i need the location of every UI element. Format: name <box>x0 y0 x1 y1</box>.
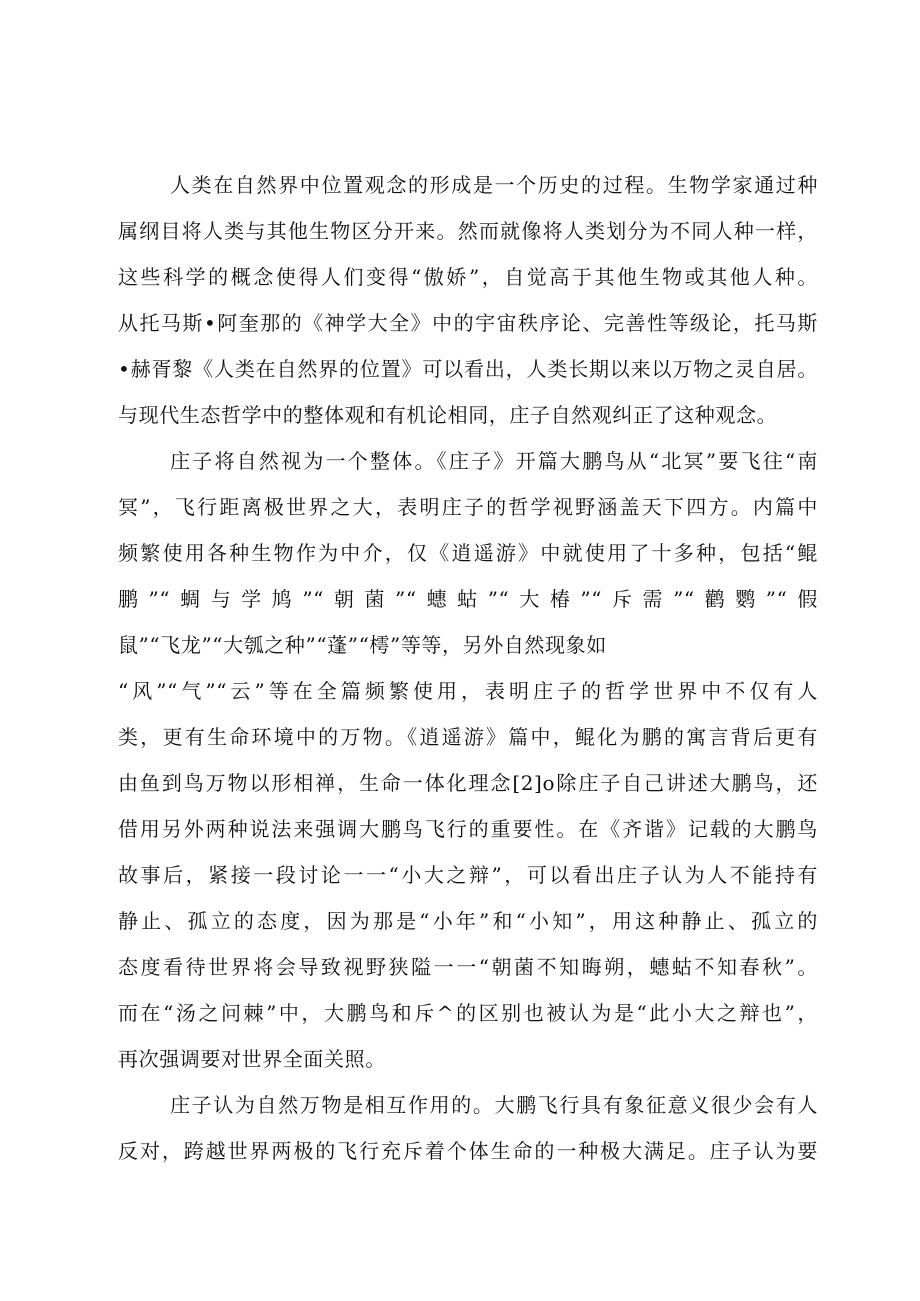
paragraph-1-line-2: 属纲目将人类与其他生物区分开来。然而就像将人类划分为不同人种一样， <box>118 219 818 243</box>
paragraph-2-line-3: 频繁使用各种生物作为中介，仅《逍遥游》中就使用了十多种，包括“鲲 <box>118 541 818 565</box>
paragraph-1-line-5: •赫胥黎《人类在自然界的位置》可以看出，人类长期以来以万物之灵自居。 <box>118 357 818 381</box>
paragraph-2-line-13: 而在“汤之问棘”中，大鹏鸟和斥^的区别也被认为是“此小大之辩也”， <box>118 1001 818 1025</box>
paragraph-2-line-14: 再次强调要对世界全面关照。 <box>118 1047 386 1071</box>
paragraph-3-line-2: 反对，跨越世界两极的飞行充斥着个体生命的一种极大满足。庄子认为要 <box>118 1139 818 1163</box>
paragraph-2-line-9: 借用另外两种说法来强调大鹏鸟飞行的重要性。在《齐谐》记载的大鹏鸟 <box>118 817 818 841</box>
paragraph-2-line-12: 态度看待世界将会导致视野狭隘一一“朝菌不知晦朔，蟪蛄不知春秋”。 <box>118 955 818 979</box>
paragraph-2-line-10: 故事后，紧接一段讨论一一“小大之辩”，可以看出庄子认为人不能持有 <box>118 863 818 887</box>
paragraph-1-line-4: 从托马斯•阿奎那的《神学大全》中的宇宙秩序论、完善性等级论，托马斯 <box>118 311 818 335</box>
paragraph-2-line-11: 静止、孤立的态度，因为那是“小年”和“小知”，用这种静止、孤立的 <box>118 909 818 933</box>
paragraph-1-line-3: 这些科学的概念使得人们变得“傲娇”，自觉高于其他生物或其他人种。 <box>118 265 818 289</box>
paragraph-2-line-2: 冥”，飞行距离极世界之大，表明庄子的哲学视野涵盖天下四方。内篇中 <box>118 495 818 519</box>
paragraph-2-line-5: 鼠”“飞龙”“大瓠之种”“蓬”“樗”等等，另外自然现象如 <box>118 633 607 657</box>
paragraph-2-line-1: 庄子将自然视为一个整体。《庄子》开篇大鹏鸟从“北冥”要飞往“南 <box>170 449 818 473</box>
paragraph-3-line-1: 庄子认为自然万物是相互作用的。大鹏飞行具有象征意义很少会有人 <box>170 1093 818 1117</box>
paragraph-2-line-7: 类，更有生命环境中的万物。《逍遥游》篇中，鲲化为鹏的寓言背后更有 <box>118 725 818 749</box>
paragraph-1-line-6: 与现代生态哲学中的整体观和有机论相同，庄子自然观纠正了这种观念。 <box>118 403 778 427</box>
paragraph-2-line-6: “风”“气”“云”等在全篇频繁使用，表明庄子的哲学世界中不仅有人 <box>118 679 818 703</box>
paragraph-2-line-4: 鹏”“蜩与学鸠”“朝菌”“蟪蛄”“大椿”“斥需”“鹳鹦”“假 <box>118 587 818 611</box>
paragraph-2-line-8: 由鱼到鸟万物以形相禅，生命一体化理念[2]o除庄子自己讲述大鹏鸟，还 <box>118 771 818 795</box>
paragraph-1-line-1: 人类在自然界中位置观念的形成是一个历史的过程。生物学家通过种 <box>170 173 818 197</box>
